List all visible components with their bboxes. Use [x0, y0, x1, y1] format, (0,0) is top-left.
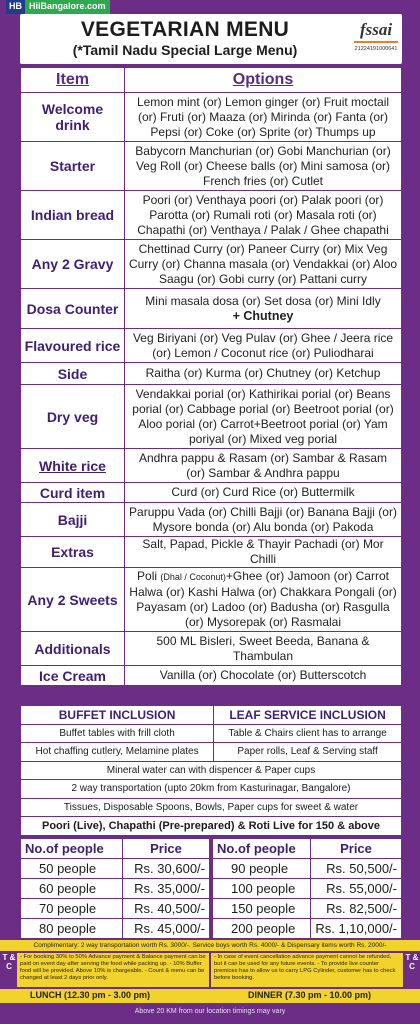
menu-item: Curd item [21, 483, 125, 503]
menu-options: Vanilla (or) Chocolate (or) Butterscotch [125, 666, 402, 686]
buffet-inclusion-header: BUFFET INCLUSION [21, 706, 214, 725]
menu-options [125, 289, 402, 329]
table-row [21, 879, 210, 899]
price-table-right [212, 838, 402, 939]
live-counter-note: Poori (Live), Chapathi (Pre-prepared) & Roti Live for 150 & above [21, 817, 402, 836]
menu-options [125, 568, 402, 632]
people-count: 50 people [21, 859, 123, 879]
terms-right-text: - In case of event cancellation advance payment cannot be refunded, but it can be used for any future events. - To provide live counter premices has to allow us to carry LPG Cylinder, customer has to check before booking. [211, 953, 403, 987]
price-column-header: Price [123, 839, 210, 859]
menu-header [20, 14, 402, 64]
common-inclusion-item: 2 way transportation (upto 20km from Kasturinagar, Bangalore) [21, 780, 402, 799]
table-row [21, 240, 402, 289]
price-header-row [21, 839, 210, 859]
menu-item: Any 2 Gravy [21, 240, 125, 289]
common-inclusion-item: Mineral water can with dispencer & Paper cups [21, 761, 402, 780]
fssai-logo-text: fssai [354, 19, 398, 43]
terms-left-text: - For booking 30% to 50% Advance payment & Balance payment can be paid on event day after serving the food while packing up. - 10% Buffer food will be provided. Above 10% is chargeable. - Count & menu can be changed at least 2 days prior only. [17, 953, 209, 987]
leaf-inclusion-item: Paper rolls, Leaf & Serving staff [214, 743, 402, 762]
sweets-options: +Ghee (or) Jamoon (or) Carrot Halwa (or) Kashi Halwa (or) Chakkara Pongali (or) Payasam (or) Ladoo (or) Badusha (or) Rasgulla (or) Mysorepak (or) Rasmalai [129, 569, 397, 629]
menu-options: Lemon mint (or) Lemon ginger (or) Fruit moctail (or) Fruti (or) Maaza (or) Mirinda (or) Fanta (or) Pepsi (or) Coke (or) Sprite (or) Thumps up [125, 93, 402, 142]
menu-table [20, 67, 402, 686]
price-header-row [213, 839, 402, 859]
table-row [21, 798, 402, 817]
table-row [21, 537, 402, 568]
terms-label-left: T & C [2, 953, 16, 971]
table-row [21, 780, 402, 799]
menu-item: Indian bread [21, 191, 125, 240]
menu-item: Extras [21, 537, 125, 568]
table-row [21, 191, 402, 240]
footer-note: Above 20 KM from our location timings may vary [134, 1008, 286, 1015]
dinner-timing: DINNER (7.30 pm - 10.00 pm) [248, 990, 372, 1000]
brand-badge [6, 0, 110, 14]
menu-options: Veg Biriyani (or) Veg Pulav (or) Ghee / Jeera rice (or) Lemon / Coconut rice (or) Puliodharai [125, 329, 402, 363]
menu-options: Babycorn Manchurian (or) Gobi Manchurian (or) Veg Roll (or) Cheese balls (or) Mini samosa (or) French fries (or) Cutlet [125, 142, 402, 191]
table-row [21, 329, 402, 363]
buffet-inclusion-item: Hot chaffing cutlery, Melamine plates [21, 743, 214, 762]
inclusions-table [20, 705, 402, 836]
menu-item: Starter [21, 142, 125, 191]
table-row [21, 289, 402, 329]
people-count: 60 people [21, 879, 123, 899]
menu-options: Poori (or) Venthaya poori (or) Palak poori (or) Parotta (or) Rumali roti (or) Masala roti (or) Chapathi (or) Venthaya / Palak / Ghee chapathi [125, 191, 402, 240]
sweets-prefix: Poli [137, 569, 158, 583]
table-row [21, 666, 402, 686]
people-column-header: No.of people [21, 839, 123, 859]
table-row [21, 503, 402, 537]
menu-item: Additionals [21, 632, 125, 666]
table-row [21, 483, 402, 503]
leaf-inclusion-header: LEAF SERVICE INCLUSION [214, 706, 402, 725]
menu-item: Bajji [21, 503, 125, 537]
price-value: Rs. 30,600/- [123, 859, 210, 879]
menu-options: Andhra pappu & Rasam (or) Sambar & Rasam (or) Sambar & Andhra pappu [125, 449, 402, 483]
menu-options-text: Mini masala dosa (or) Set dosa (or) Mini Idly [145, 293, 381, 308]
price-value: Rs. 1,10,000/- [311, 919, 402, 939]
menu-options: Curd (or) Curd Rice (or) Buttermilk [125, 483, 402, 503]
table-row [213, 919, 402, 939]
item-column-header: Item [21, 68, 125, 93]
table-row [21, 743, 402, 762]
menu-options-extra: + Chutney [232, 308, 294, 323]
people-count: 70 people [21, 899, 123, 919]
people-count: 150 people [213, 899, 311, 919]
menu-item: Dosa Counter [21, 289, 125, 329]
table-row [21, 724, 402, 743]
timings-bar [0, 989, 420, 1003]
menu-options: 500 ML Bisleri, Sweet Beeda, Banana & Thambulan [125, 632, 402, 666]
menu-options: Salt, Papad, Pickle & Thayir Pachadi (or) Mor Chilli [125, 537, 402, 568]
people-count: 200 people [213, 919, 311, 939]
price-value: Rs. 82,500/- [311, 899, 402, 919]
page-title: VEGETARIAN MENU [80, 18, 290, 41]
table-row [213, 859, 402, 879]
menu-item: White rice [21, 449, 125, 483]
fssai-license: 21224191000641 [354, 46, 398, 52]
table-row [21, 363, 402, 385]
table-row [21, 142, 402, 191]
table-row [21, 899, 210, 919]
price-value: Rs. 55,000/- [311, 879, 402, 899]
table-row [21, 632, 402, 666]
price-value: Rs. 40,500/- [123, 899, 210, 919]
menu-options: Vendakkai porial (or) Kathirikai porial (or) Beans porial (or) Cabbage porial (or) Beetroot porial (or) Aloo porial (or) Carrot+Beetroot porial (or) Yam poriyal (or) Mixed veg porial [125, 385, 402, 449]
menu-item: Ice Cream [21, 666, 125, 686]
table-row [21, 385, 402, 449]
price-value: Rs. 45,000/- [123, 919, 210, 939]
leaf-inclusion-item: Table & Chairs client has to arrange [214, 724, 402, 743]
buffet-inclusion-item: Buffet tables with frill cloth [21, 724, 214, 743]
inclusions-header-row [21, 706, 402, 725]
price-value: Rs. 50,500/- [311, 859, 402, 879]
terms-label-right: T & C [405, 953, 419, 971]
brand-hb: HB [6, 0, 25, 14]
menu-options: Raitha (or) Kurma (or) Chutney (or) Ketchup [125, 363, 402, 385]
brand-site: HiiBangalore.com [25, 0, 110, 14]
table-row [21, 919, 210, 939]
menu-item: Welcome drink [21, 93, 125, 142]
table-row [21, 449, 402, 483]
lunch-timing: LUNCH (12.30 pm - 3.00 pm) [30, 990, 151, 1000]
complimentary-note: Complimentary: 2 way transportation worth Rs. 3000/-. Service boys worth Rs. 4000/- & Dispensary items worth Rs. 2000/- [0, 940, 420, 951]
fssai-logo [354, 19, 398, 59]
people-count: 90 people [213, 859, 311, 879]
sweets-prefix-note: (Dhal / Coconut) [160, 572, 226, 582]
menu-item: Dry veg [21, 385, 125, 449]
common-inclusion-item: Tissues, Disposable Spoons, Bowls, Paper cups for sweet & water [21, 798, 402, 817]
price-table-left [20, 838, 210, 939]
table-row [21, 568, 402, 632]
menu-item: Side [21, 363, 125, 385]
price-value: Rs. 35,000/- [123, 879, 210, 899]
page-subtitle: (*Tamil Nadu Special Large Menu) [72, 42, 298, 58]
people-column-header: No.of people [213, 839, 311, 859]
options-column-header: Options [125, 68, 402, 93]
table-row [21, 761, 402, 780]
people-count: 80 people [21, 919, 123, 939]
table-row [21, 817, 402, 836]
table-row [213, 899, 402, 919]
menu-item: Any 2 Sweets [21, 568, 125, 632]
menu-options: Chettinad Curry (or) Paneer Curry (or) Mix Veg Curry (or) Channa masala (or) Vendakkai (or) Aloo Saagu (or) Gobi curry (or) Pattani curry [125, 240, 402, 289]
table-row [21, 859, 210, 879]
menu-options: Paruppu Vada (or) Chilli Bajji (or) Banana Bajji (or) Mysore bonda (or) Alu bonda (or) Pakoda [125, 503, 402, 537]
table-row [213, 879, 402, 899]
menu-item: Flavoured rice [21, 329, 125, 363]
price-column-header: Price [311, 839, 402, 859]
people-count: 100 people [213, 879, 311, 899]
table-row [21, 93, 402, 142]
menu-header-row [21, 68, 402, 93]
